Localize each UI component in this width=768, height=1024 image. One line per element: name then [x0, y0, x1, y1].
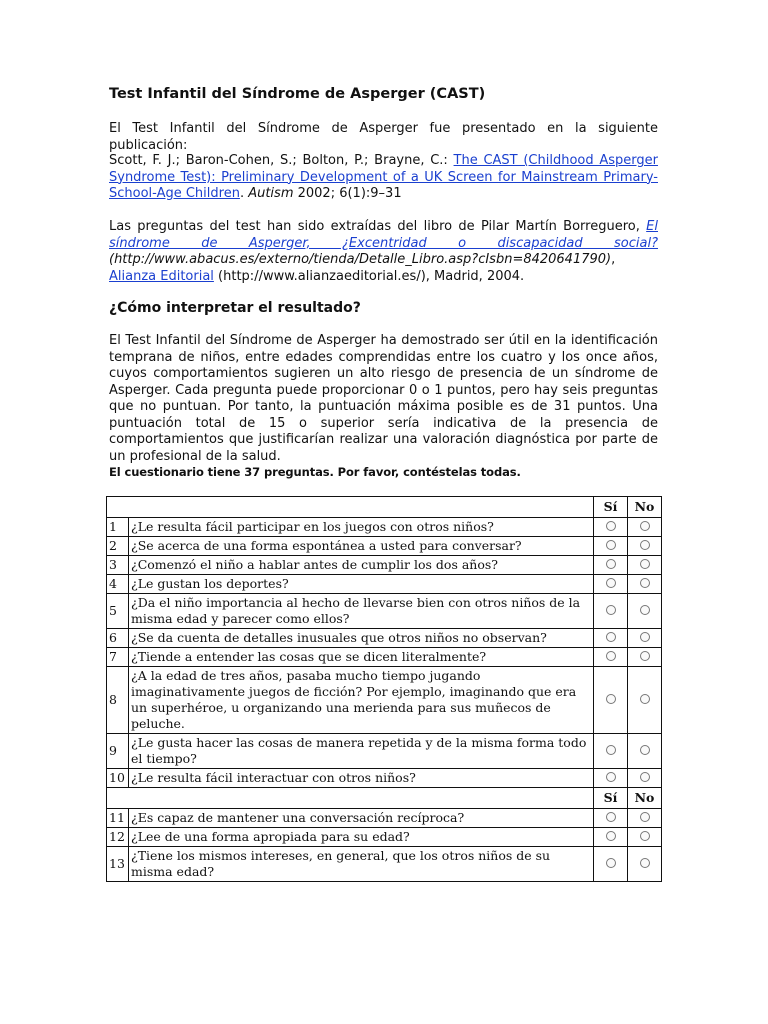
question-number: 13 — [107, 847, 129, 882]
no-radio[interactable] — [640, 772, 650, 782]
question-row — [107, 809, 662, 828]
citation-journal: Autism — [248, 186, 294, 201]
questionnaire-body — [107, 497, 662, 882]
source-comma: , — [611, 252, 616, 267]
header-blank — [107, 497, 594, 518]
question-number: 8 — [107, 667, 129, 734]
yes-radio[interactable] — [606, 632, 616, 642]
question-number: 3 — [107, 556, 129, 575]
question-number: 6 — [107, 629, 129, 648]
no-radio[interactable] — [640, 632, 650, 642]
no-radio[interactable] — [640, 578, 650, 588]
answer-no-cell — [628, 648, 662, 667]
header-yes: Sí — [594, 788, 628, 809]
question-number: 2 — [107, 537, 129, 556]
answer-no-cell — [628, 769, 662, 788]
yes-radio[interactable] — [606, 831, 616, 841]
citation-paragraph — [109, 153, 658, 203]
question-number: 4 — [107, 575, 129, 594]
no-radio[interactable] — [640, 745, 650, 755]
question-text: ¿Da el niño importancia al hecho de llevarse bien con otros niños de la misma edad y parecer como ellos? — [129, 594, 594, 629]
question-row — [107, 594, 662, 629]
answer-no-cell — [628, 556, 662, 575]
answer-no-cell — [628, 594, 662, 629]
questionnaire-note: El cuestionario tiene 37 preguntas. Por favor, contéstelas todas. — [109, 465, 521, 479]
yes-radio[interactable] — [606, 559, 616, 569]
question-number: 12 — [107, 828, 129, 847]
yes-radio[interactable] — [606, 578, 616, 588]
publisher-link[interactable]: Alianza Editorial — [109, 268, 214, 284]
answer-no-cell — [628, 537, 662, 556]
table-header-row — [107, 788, 662, 809]
answer-yes-cell — [594, 537, 628, 556]
no-radio[interactable] — [640, 651, 650, 661]
question-row — [107, 828, 662, 847]
yes-radio[interactable] — [606, 540, 616, 550]
question-row — [107, 537, 662, 556]
yes-radio[interactable] — [606, 694, 616, 704]
question-text: ¿A la edad de tres años, pasaba mucho tiempo jugando imaginativamente juegos de ficción? Por ejemplo, imaginando que era un superhéroe, u organizando una merienda para sus muñecos de peluche. — [129, 667, 594, 734]
yes-radio[interactable] — [606, 858, 616, 868]
citation-sep: . — [239, 186, 249, 201]
question-text: ¿Le gusta hacer las cosas de manera repetida y de la misma forma todo el tiempo? — [129, 734, 594, 769]
answer-yes-cell — [594, 667, 628, 734]
question-row — [107, 667, 662, 734]
question-row — [107, 769, 662, 788]
question-row — [107, 518, 662, 537]
answer-no-cell — [628, 828, 662, 847]
answer-yes-cell — [594, 809, 628, 828]
source-paragraph — [109, 219, 658, 285]
header-yes: Sí — [594, 497, 628, 518]
table-header-row — [107, 497, 662, 518]
yes-radio[interactable] — [606, 812, 616, 822]
question-row — [107, 556, 662, 575]
question-row — [107, 575, 662, 594]
answer-yes-cell — [594, 769, 628, 788]
intro-paragraph: El Test Infantil del Síndrome de Asperger fue presentado en la siguiente publicación: — [109, 121, 658, 153]
answer-yes-cell — [594, 734, 628, 769]
header-no: No — [628, 497, 662, 518]
answer-yes-cell — [594, 629, 628, 648]
question-text: ¿Le resulta fácil interactuar con otros niños? — [129, 769, 594, 788]
question-row — [107, 847, 662, 882]
question-number: 10 — [107, 769, 129, 788]
question-text: ¿Comenzó el niño a hablar antes de cumplir los dos años? — [129, 556, 594, 575]
yes-radio[interactable] — [606, 605, 616, 615]
no-radio[interactable] — [640, 605, 650, 615]
yes-radio[interactable] — [606, 772, 616, 782]
question-row — [107, 648, 662, 667]
question-text: ¿Tiende a entender las cosas que se dicen literalmente? — [129, 648, 594, 667]
question-text: ¿Es capaz de mantener una conversación recíproca? — [129, 809, 594, 828]
source-tail: (http://www.alianzaeditorial.es/), Madrid, 2004. — [213, 268, 525, 284]
no-radio[interactable] — [640, 540, 650, 550]
question-number: 5 — [107, 594, 129, 629]
question-text: ¿Le gustan los deportes? — [129, 575, 594, 594]
answer-yes-cell — [594, 648, 628, 667]
no-radio[interactable] — [640, 559, 650, 569]
header-blank — [107, 788, 594, 809]
answer-yes-cell — [594, 575, 628, 594]
answer-no-cell — [628, 629, 662, 648]
answer-yes-cell — [594, 556, 628, 575]
answer-yes-cell — [594, 518, 628, 537]
no-radio[interactable] — [640, 858, 650, 868]
answer-no-cell — [628, 734, 662, 769]
yes-radio[interactable] — [606, 745, 616, 755]
answer-no-cell — [628, 809, 662, 828]
answer-yes-cell — [594, 594, 628, 629]
question-text: ¿Se da cuenta de detalles inusuales que otros niños no observan? — [129, 629, 594, 648]
interpret-heading: ¿Cómo interpretar el resultado? — [109, 300, 361, 316]
interpret-paragraph: El Test Infantil del Síndrome de Asperger ha demostrado ser útil en la identificación temprana de niños, entre edades comprendidas entre los cuatro y los once años, cuyos comportamientos sugieren un alto riesgo de presencia de un síndrome de Asperger. Cada pregunta puede proporcionar 0 o 1 puntos, pero hay seis preguntas que no puntuan. Por tanto, la puntuación máxima posible es de 31 puntos. Una puntuación total de 15 o superior sería indicativa de la presencia de comportamientos que justificarían realizar una valoración diagnóstica por parte de un profesional de la salud. — [109, 333, 658, 464]
no-radio[interactable] — [640, 812, 650, 822]
question-number: 7 — [107, 648, 129, 667]
cast-paper-link[interactable]: The CAST (Childhood Asperger Syndrome Test): Preliminary Development of a UK Screen for Mainstream Primary-School-Age Children — [109, 153, 658, 201]
citation-authors: Scott, F. J.; Baron-Cohen, S.; Bolton, P.; Brayne, C.: — [109, 153, 454, 168]
book-url: (http://www.abacus.es/externo/tienda/Detalle_Libro.asp?cIsbn=8420641790) — [109, 252, 612, 267]
page-title: Test Infantil del Síndrome de Asperger (CAST) — [109, 86, 486, 102]
question-number: 11 — [107, 809, 129, 828]
questionnaire-table — [106, 496, 662, 882]
header-no: No — [628, 788, 662, 809]
no-radio[interactable] — [640, 521, 650, 531]
question-number: 1 — [107, 518, 129, 537]
question-number: 9 — [107, 734, 129, 769]
question-text: ¿Lee de una forma apropiada para su edad? — [129, 828, 594, 847]
question-text: ¿Tiene los mismos intereses, en general, que los otros niños de su misma edad? — [129, 847, 594, 882]
question-row — [107, 629, 662, 648]
answer-no-cell — [628, 518, 662, 537]
question-row — [107, 734, 662, 769]
answer-no-cell — [628, 847, 662, 882]
answer-yes-cell — [594, 847, 628, 882]
no-radio[interactable] — [640, 694, 650, 704]
book-link[interactable]: El síndrome de Asperger, ¿Excentridad o discapacidad social? — [109, 219, 658, 251]
question-text: ¿Le resulta fácil participar en los juegos con otros niños? — [129, 518, 594, 537]
yes-radio[interactable] — [606, 651, 616, 661]
no-radio[interactable] — [640, 831, 650, 841]
answer-no-cell — [628, 575, 662, 594]
yes-radio[interactable] — [606, 521, 616, 531]
answer-yes-cell — [594, 828, 628, 847]
answer-no-cell — [628, 667, 662, 734]
source-lead: Las preguntas del test han sido extraídas del libro de Pilar Martín Borreguero, — [109, 219, 647, 234]
citation-details: 2002; 6(1):9–31 — [293, 186, 402, 201]
question-text: ¿Se acerca de una forma espontánea a usted para conversar? — [129, 537, 594, 556]
